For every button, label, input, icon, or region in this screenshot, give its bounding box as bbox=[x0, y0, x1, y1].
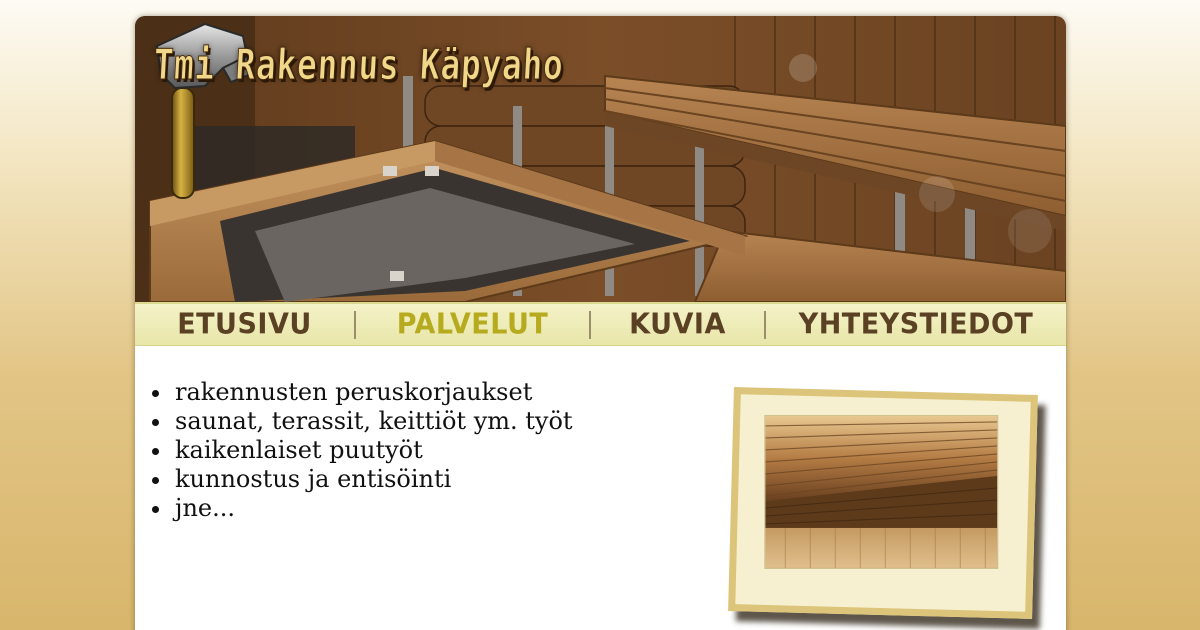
nav-item-kuvia[interactable]: KUVIA bbox=[629, 308, 726, 341]
nav-item-etusivu[interactable]: ETUSIVU bbox=[177, 308, 312, 341]
list-item: • rakennusten peruskorjaukset bbox=[173, 378, 573, 407]
photo-frame bbox=[728, 387, 1038, 619]
services-list bbox=[147, 378, 573, 523]
main-nav bbox=[135, 302, 1066, 346]
site-title[interactable]: Tmi Rakennus Käpyaho bbox=[152, 40, 566, 89]
list-item: • saunat, terassit, keittiöt ym. työt bbox=[173, 407, 573, 436]
list-item: • jne... bbox=[173, 494, 573, 523]
nav-item-palvelut[interactable]: PALVELUT bbox=[396, 308, 549, 341]
ceiling-photo[interactable] bbox=[764, 415, 998, 569]
list-item: • kunnostus ja entisöinti bbox=[173, 465, 573, 494]
nav-item-yhteystiedot[interactable]: YHTEYSTIEDOT bbox=[798, 308, 1034, 341]
page-container bbox=[135, 16, 1066, 630]
list-item: • kaikenlaiset puutyöt bbox=[173, 436, 573, 465]
header-banner bbox=[135, 16, 1066, 302]
